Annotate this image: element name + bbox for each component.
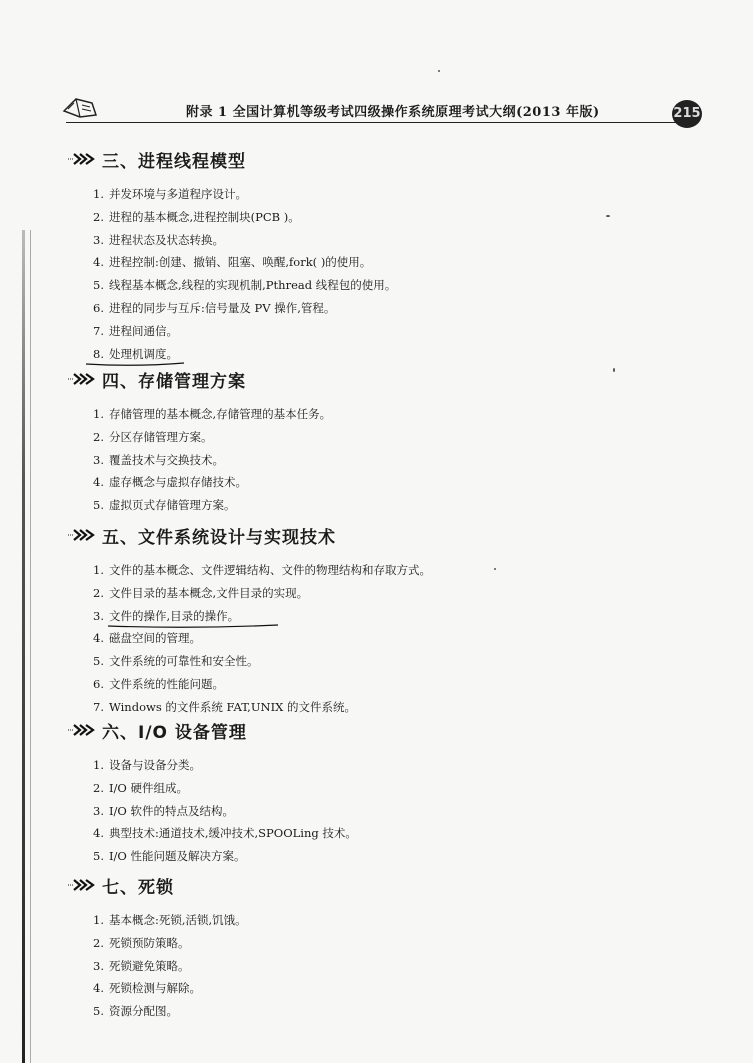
list-item <box>93 909 247 932</box>
item-text: 文件的基本概念、文件逻辑结构、文件的物理结构和存取方式。 <box>109 563 431 577</box>
item-number: 2. <box>93 935 104 950</box>
section-heading <box>66 367 331 391</box>
list-item <box>93 696 431 719</box>
item-number: 3. <box>93 608 104 623</box>
item-number: 2. <box>93 429 104 444</box>
item-text: 死锁避免策略。 <box>109 958 190 973</box>
section-heading <box>66 523 431 547</box>
section-title: 六、I/O 设备管理 <box>102 722 247 743</box>
outline-list <box>93 183 396 365</box>
list-item <box>93 274 396 297</box>
item-number: 7. <box>93 699 104 714</box>
scan-edge <box>22 230 25 1063</box>
item-text: 文件系统的可靠性和安全性。 <box>109 654 259 669</box>
list-item <box>93 449 331 472</box>
list-item <box>93 559 431 582</box>
section-3 <box>66 147 396 365</box>
item-number: 6. <box>93 676 104 691</box>
list-item <box>93 343 396 366</box>
item-text: 设备与设备分类。 <box>109 758 201 772</box>
scan-edge-line <box>30 230 31 1063</box>
list-item <box>93 582 431 605</box>
item-number: 1. <box>93 758 104 772</box>
item-number: 5. <box>93 278 104 293</box>
outline-list <box>93 754 357 868</box>
triple-arrow-icon <box>66 723 96 737</box>
item-text: 分区存储管理方案。 <box>109 429 213 444</box>
item-number: 1. <box>93 187 104 201</box>
item-number: 3. <box>93 452 104 467</box>
list-item <box>93 777 357 800</box>
outline-list <box>93 403 331 517</box>
section-title: 五、文件系统设计与实现技术 <box>102 527 336 548</box>
item-number: 1. <box>93 407 104 421</box>
item-number: 1. <box>93 913 104 927</box>
item-text: 文件系统的性能问题。 <box>109 676 224 691</box>
list-item <box>93 754 357 777</box>
item-number: 2. <box>93 209 104 224</box>
list-item <box>93 320 396 343</box>
list-item <box>93 251 396 274</box>
item-number: 2. <box>93 780 104 795</box>
item-text: 覆盖技术与交换技术。 <box>109 452 224 467</box>
item-number: 2. <box>93 585 104 600</box>
item-text: 进程控制:创建、撤销、阻塞、唤醒,fork( )的使用。 <box>109 255 372 270</box>
item-text: 典型技术:通道技术,缓冲技术,SPOOLing 技术。 <box>109 826 357 841</box>
outline-list <box>93 909 247 1023</box>
item-text: 基本概念:死锁,活锁,饥饿。 <box>109 913 247 927</box>
item-number: 5. <box>93 849 104 864</box>
item-text: 虚存概念与虚拟存储技术。 <box>109 475 247 490</box>
item-text: 死锁预防策略。 <box>109 935 190 950</box>
item-text: 文件的操作,目录的操作。 <box>109 608 240 623</box>
outline-list <box>93 559 431 719</box>
list-item <box>93 673 431 696</box>
item-number: 4. <box>93 826 104 841</box>
item-text: 文件目录的基本概念,文件目录的实现。 <box>109 585 309 600</box>
item-text: 并发环境与多道程序设计。 <box>109 187 247 201</box>
list-item <box>93 183 396 206</box>
list-item <box>93 800 357 823</box>
list-item <box>93 471 331 494</box>
item-text: 虚拟页式存储管理方案。 <box>109 498 236 513</box>
item-text: I/O 性能问题及解决方案。 <box>109 849 246 864</box>
list-item <box>93 426 331 449</box>
list-item <box>93 206 396 229</box>
list-item <box>93 932 247 955</box>
item-number: 7. <box>93 323 104 338</box>
item-text: 资源分配图。 <box>109 1004 178 1019</box>
item-text: 进程状态及状态转换。 <box>109 232 224 247</box>
page-number-badge: 215 <box>672 100 702 128</box>
triple-arrow-icon <box>66 152 96 166</box>
section-title: 七、死锁 <box>102 877 174 898</box>
triple-arrow-icon <box>66 372 96 386</box>
item-number: 4. <box>93 475 104 490</box>
item-text: 进程的同步与互斥:信号量及 PV 操作,管程。 <box>109 300 336 315</box>
list-item <box>93 845 357 868</box>
item-number: 3. <box>93 803 104 818</box>
list-item <box>93 403 331 426</box>
item-number: 4. <box>93 631 104 646</box>
item-number: 4. <box>93 255 104 270</box>
list-item <box>93 650 431 673</box>
section-4 <box>66 367 331 517</box>
item-text: 磁盘空间的管理。 <box>109 631 201 646</box>
item-number: 5. <box>93 498 104 513</box>
list-item <box>93 822 357 845</box>
list-item <box>93 229 396 252</box>
section-heading <box>66 147 396 171</box>
item-text: 进程的基本概念,进程控制块(PCB )。 <box>109 209 300 224</box>
item-text: 处理机调度。 <box>109 346 178 361</box>
item-text: I/O 硬件组成。 <box>109 780 189 795</box>
item-text: I/O 软件的特点及结构。 <box>109 803 234 818</box>
item-number: 8. <box>93 346 104 361</box>
list-item <box>93 977 247 1000</box>
item-text: Windows 的文件系统 FAT,UNIX 的文件系统。 <box>109 699 356 714</box>
item-text: 存储管理的基本概念,存储管理的基本任务。 <box>109 407 332 421</box>
running-header: 附录 1 全国计算机等级考试四级操作系统原理考试大纲(2013 年版) <box>186 105 600 120</box>
item-text: 线程基本概念,线程的实现机制,Pthread 线程包的使用。 <box>109 278 397 293</box>
item-number: 6. <box>93 300 104 315</box>
triple-arrow-icon <box>66 528 96 542</box>
item-number: 5. <box>93 654 104 669</box>
section-7 <box>66 873 247 1023</box>
item-number: 3. <box>93 958 104 973</box>
section-6 <box>66 718 357 868</box>
list-item <box>93 1000 247 1023</box>
section-heading <box>66 873 247 897</box>
item-number: 4. <box>93 981 104 996</box>
item-number: 3. <box>93 232 104 247</box>
list-item <box>93 605 431 628</box>
header-rule <box>66 122 678 123</box>
item-text: 死锁检测与解除。 <box>109 981 201 996</box>
triple-arrow-icon <box>66 878 96 892</box>
list-item <box>93 494 331 517</box>
item-text: 进程间通信。 <box>109 323 178 338</box>
list-item <box>93 955 247 978</box>
item-number: 5. <box>93 1004 104 1019</box>
list-item <box>93 627 431 650</box>
book-icon <box>62 93 98 119</box>
section-5 <box>66 523 431 719</box>
list-item <box>93 297 396 320</box>
item-number: 1. <box>93 563 104 577</box>
section-heading <box>66 718 357 742</box>
section-title: 四、存储管理方案 <box>102 371 246 392</box>
section-title: 三、进程线程模型 <box>102 151 246 172</box>
